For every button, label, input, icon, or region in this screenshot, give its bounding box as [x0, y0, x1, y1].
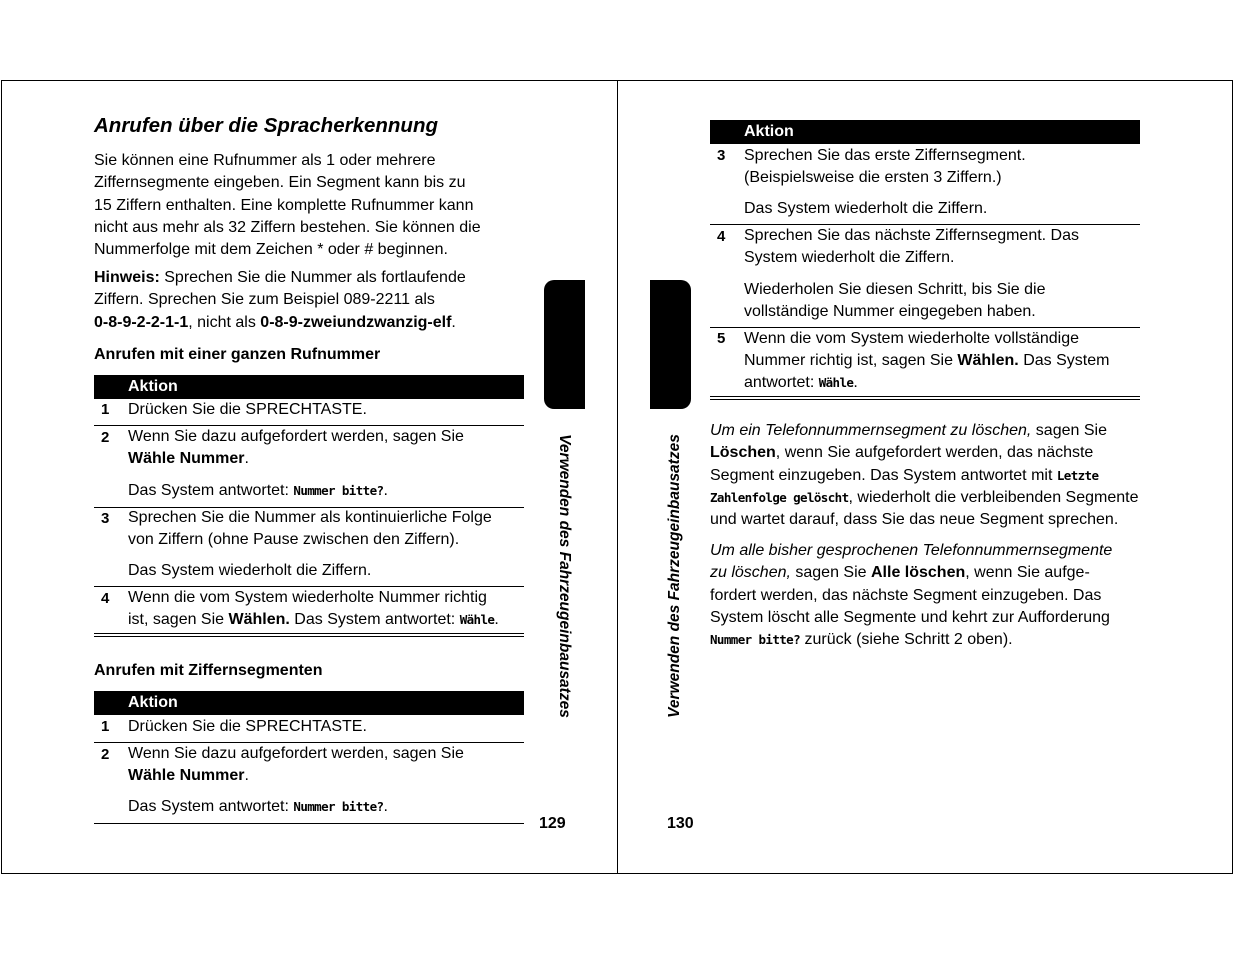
hint-text: , nicht als [188, 313, 261, 331]
command-word: Wählen. [957, 352, 1019, 369]
step-line: Wenn Sie dazu aufgefordert werden, sagen Sie [128, 745, 464, 762]
section-heading: Anrufen mit Ziffernsegmenten [94, 662, 323, 679]
para-text: und wartet darauf, dass Sie das neue Segment sprechen. [710, 511, 1119, 529]
step-text [128, 507, 492, 551]
hint-text: Sprechen Sie die Nummer als fortlaufende [159, 269, 466, 286]
command-word: Wählen. [228, 611, 290, 628]
italic-lead: zu löschen, [710, 564, 791, 582]
table-end-rule [94, 633, 524, 634]
step-text [128, 426, 464, 470]
italic-lead: Um alle bisher gesprochenen Telefonnummernsegmente [710, 542, 1113, 559]
page-divider [617, 80, 618, 874]
step-line: von Ziffern (ohne Pause zwischen den Ziffern). [128, 531, 460, 548]
system-text: Das System antwortet: [128, 798, 294, 815]
hint-text: Ziffern. Sprechen Sie zum Beispiel 089-2211 als [94, 291, 435, 309]
step-line: Das System antwortet: [289, 611, 460, 628]
step-line: . [244, 450, 249, 467]
display-text: Letzte [1056, 467, 1099, 483]
side-label: Verwenden des Fahrzeugeinbausatzes [666, 434, 683, 718]
step-line: . [244, 767, 249, 784]
system-response [744, 279, 1046, 323]
para-text: , wenn Sie aufge- [965, 564, 1090, 582]
command-word: Wähle Nummer [128, 450, 245, 467]
hint-label: Hinweis: [94, 269, 160, 286]
step-text: Drücken Sie die SPRECHTASTE. [128, 401, 367, 418]
system-text: Das System antwortet: [128, 482, 294, 499]
step-number: 1 [101, 718, 110, 735]
system-response [128, 480, 388, 502]
step-line: Sprechen Sie das nächste Ziffernsegment. Das [744, 227, 1079, 244]
step-line: Wenn die vom System wiederholte Nummer richtig [128, 589, 487, 606]
page-number: 130 [667, 815, 694, 832]
table-end-rule [710, 399, 1140, 400]
para-text: sagen Sie [1031, 422, 1107, 439]
delete-segment-paragraph [710, 420, 1138, 531]
table-header-label: Aktion [128, 378, 178, 395]
page-number: 129 [539, 815, 566, 832]
step-line: Sprechen Sie das erste Ziffernsegment. [744, 147, 1026, 164]
table-header-label: Aktion [128, 694, 178, 711]
chapter-tab [650, 280, 691, 409]
section-heading: Anrufen mit einer ganzen Rufnummer [94, 346, 381, 363]
step-number: 4 [717, 228, 726, 245]
step-number: 3 [717, 147, 726, 164]
system-response [128, 796, 388, 818]
table-header [710, 120, 1140, 144]
step-line: antwortet: [744, 374, 819, 391]
step-line: Nummer richtig ist, sagen Sie [744, 352, 958, 369]
display-text: Wähle [818, 375, 854, 390]
para-text: fordert werden, das nächste Segment einzugeben. Das [710, 586, 1102, 604]
intro-line: Sie können eine Rufnummer als 1 oder mehrere [94, 152, 436, 169]
step-number: 2 [101, 429, 110, 446]
intro-line: Ziffernsegmente eingeben. Ein Segment kann bis zu [94, 174, 466, 192]
step-number: 3 [101, 510, 110, 527]
step-line: Wenn die vom System wiederholte vollständige [744, 330, 1079, 347]
command-word: Löschen [710, 444, 776, 462]
italic-lead: Um ein Telefonnummernsegment zu löschen, [710, 422, 1032, 439]
system-text: . [383, 482, 388, 499]
step-number: 5 [717, 330, 726, 347]
step-line: vollständige Nummer eingegeben haben. [744, 303, 1036, 320]
step-text [128, 743, 464, 787]
step-number: 2 [101, 746, 110, 763]
intro-line: 15 Ziffern enthalten. Eine komplette Rufnummer kann [94, 196, 474, 214]
step-text [128, 587, 499, 631]
para-text: zurück (siehe Schritt 2 oben). [800, 631, 1013, 649]
table-header [94, 375, 524, 399]
step-line: Sprechen Sie die Nummer als kontinuierliche Folge [128, 509, 492, 526]
step-line: Das System [1018, 352, 1110, 369]
row-divider [94, 823, 524, 824]
table-header [94, 691, 524, 715]
page-title: Anrufen über die Spracherkennung [94, 114, 438, 137]
command-word: Wähle Nummer [128, 767, 245, 784]
step-text [744, 225, 1079, 269]
display-text: Nummer bitte? [293, 799, 384, 814]
step-line: ist, sagen Sie [128, 611, 229, 628]
step-line: (Beispielsweise die ersten 3 Ziffern.) [744, 169, 1002, 186]
para-text: , wiederholt die verbleibenden Segmente [848, 488, 1139, 506]
chapter-tab [544, 280, 585, 409]
para-text: sagen Sie [790, 564, 871, 582]
step-text [744, 145, 1026, 189]
display-text: Nummer bitte? [293, 483, 384, 498]
step-line: . [853, 374, 858, 391]
step-text [744, 328, 1109, 394]
step-number: 4 [101, 590, 110, 607]
table-end-rule [94, 636, 524, 637]
display-text: Wähle [459, 612, 495, 627]
display-text: Nummer bitte? [710, 632, 801, 648]
para-text: Segment einzugeben. Das System antwortet mit [710, 466, 1057, 484]
intro-line: nicht aus mehr als 32 Ziffern bestehen. Sie können die [94, 218, 481, 236]
para-text: System löscht alle Segmente und kehrt zur Aufforderung [710, 608, 1110, 626]
system-response: Das System wiederholt die Ziffern. [744, 200, 988, 217]
step-text: Drücken Sie die SPRECHTASTE. [128, 718, 367, 735]
step-line: Wenn Sie dazu aufgefordert werden, sagen Sie [128, 428, 464, 445]
table-header-label: Aktion [744, 123, 794, 140]
side-label: Verwenden des Fahrzeugeinbausatzes [556, 434, 573, 718]
command-word: Alle löschen [871, 564, 966, 582]
system-text: . [383, 798, 388, 815]
intro-paragraph [94, 150, 481, 261]
delete-all-paragraph [710, 540, 1112, 651]
system-response: Das System wiederholt die Ziffern. [128, 562, 372, 579]
table-end-rule [710, 396, 1140, 397]
hint-example: 0-8-9-2-2-1-1 [94, 313, 189, 331]
hint-paragraph [94, 267, 466, 334]
step-line: Wiederholen Sie diesen Schritt, bis Sie die [744, 281, 1046, 298]
hint-counter-example: 0-8-9-zweiundzwanzig-elf [260, 313, 452, 331]
para-text: , wenn Sie aufgefordert werden, das nächste [775, 444, 1094, 462]
step-line: . [494, 611, 499, 628]
step-line: System wiederholt die Ziffern. [744, 249, 955, 266]
hint-text: . [451, 313, 456, 331]
intro-line: Nummerfolge mit dem Zeichen * oder # beginnen. [94, 241, 448, 259]
step-number: 1 [101, 401, 110, 418]
display-text: Zahlenfolge gelöscht [710, 489, 849, 505]
